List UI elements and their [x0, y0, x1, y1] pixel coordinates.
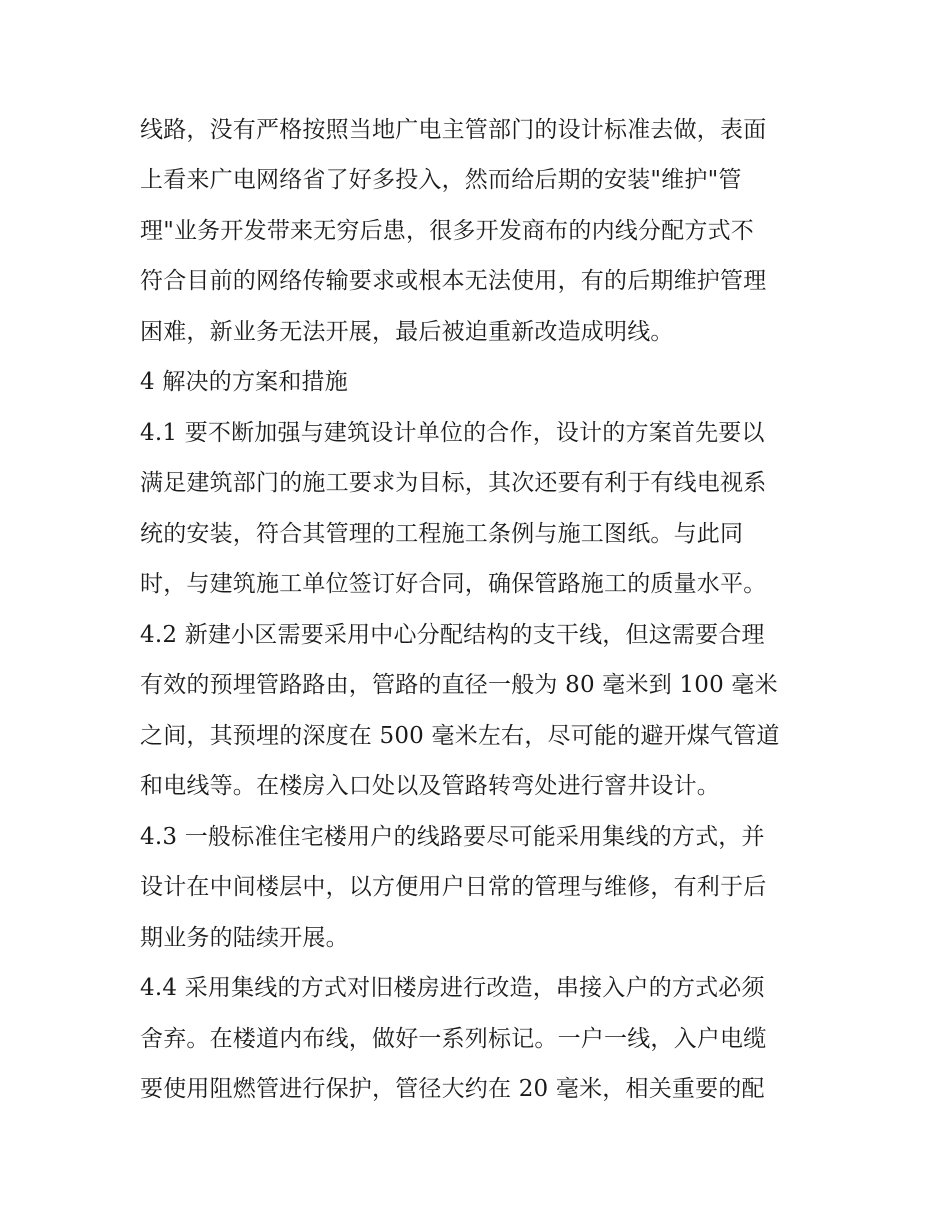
text-line: 线路，没有严格按照当地广电主管部门的设计标准去做，表面 [140, 117, 767, 143]
text-line: 有效的预埋管路路由，管路的直径一般为 80 毫米到 100 毫米 [140, 672, 778, 698]
text-line: 4.4 采用集线的方式对旧楼房进行改造，串接入户的方式必须 [140, 975, 765, 1001]
text-line: 4.3 一般标准住宅楼用户的线路要尽可能采用集线的方式，并 [140, 824, 765, 850]
text-line: 期业务的陆续开展。 [140, 925, 349, 951]
text-line: 满足建筑部门的施工要求为目标，其次还要有利于有线电视系 [140, 470, 767, 496]
text-line: 和电线等。在楼房入口处以及管路转弯处进行窨井设计。 [140, 773, 720, 799]
text-line: 符合目前的网络传输要求或根本无法使用，有的后期维护管理 [140, 268, 767, 294]
text-line: 4.1 要不断加强与建筑设计单位的合作，设计的方案首先要以 [140, 420, 765, 446]
text-line: 之间，其预埋的深度在 500 毫米左右，尽可能的避开煤气管道 [140, 723, 780, 749]
text-line: 设计在中间楼层中，以方便用户日常的管理与维修，有利于后 [140, 874, 767, 900]
section-heading: 4 解决的方案和措施 [140, 369, 348, 395]
text-line: 统的安装，符合其管理的工程施工条例与施工图纸。与此同 [140, 521, 744, 547]
text-line: 要使用阻燃管进行保护，管径大约在 20 毫米，相关重要的配 [140, 1076, 765, 1102]
text-line: 舍弃。在楼道内布线，做好一系列标记。一户一线，入户电缆 [140, 1026, 767, 1052]
text-line: 上看来广电网络省了好多投入，然而给后期的安装"维护"管 [140, 167, 742, 193]
text-line: 4.2 新建小区需要采用中心分配结构的支干线，但这需要合理 [140, 622, 765, 648]
text-line: 困难，新业务无法开展，最后被迫重新改造成明线。 [140, 319, 674, 345]
text-line: 理"业务开发带来无穷后患，很多开发商布的内线分配方式不 [140, 218, 754, 244]
text-line: 时，与建筑施工单位签订好合同，确保管路施工的质量水平。 [140, 571, 767, 597]
